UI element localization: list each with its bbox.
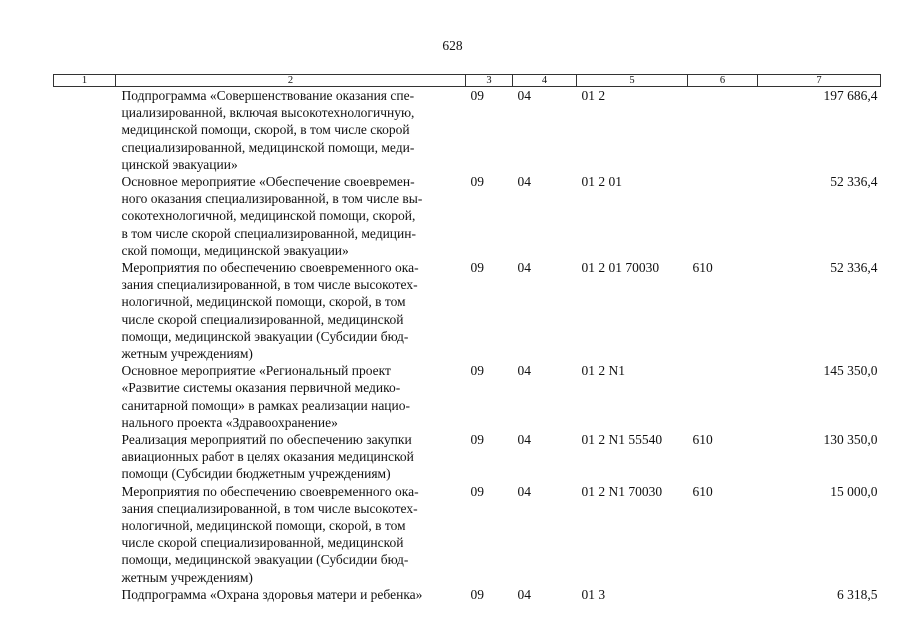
row-expense-type-cell: [688, 87, 758, 174]
row-name-line: помощи, медицинской эвакуации (Субсидии бюд-: [121, 328, 409, 344]
row-target-article-cell: 01 2 N1 55540: [581, 432, 663, 448]
row-amount-cell: 52 336,4: [830, 260, 878, 276]
row-subsection-cell: 04: [517, 88, 531, 103]
row-name-cell: [116, 483, 466, 586]
row-amount-cell: 130 350,0: [823, 432, 878, 448]
row-name-line: Подпрограмма «Совершенствование оказания спе-: [121, 88, 415, 103]
row-name-cell: [116, 87, 466, 174]
row-subsection-cell: 04: [517, 363, 531, 379]
row-name-line: помощи, медицинской эвакуации (Субсидии бюд-: [121, 552, 409, 568]
row-section-cell: 09: [470, 260, 484, 276]
row-subsection-cell: 04: [517, 432, 531, 448]
table-row: [54, 586, 881, 603]
row-name-line: Мероприятия по обеспечению своевременного ока-: [121, 483, 419, 499]
row-name-line: Основное мероприятие «Обеспечение своевремен-: [121, 174, 415, 190]
row-name-line: Реализация мероприятий по обеспечению закупки: [121, 432, 412, 448]
row-cell-1: [54, 586, 116, 603]
row-target-article-cell: 01 2: [581, 88, 606, 103]
row-amount-cell: 15 000,0: [830, 483, 878, 499]
column-header-1: 1: [54, 75, 116, 87]
row-name-line: нального проекта «Здравоохранение»: [121, 414, 338, 430]
row-name-line: Основное мероприятие «Региональный проект: [121, 363, 391, 379]
row-name-line: Подпрограмма «Охрана здоровья матери и ребенка»: [121, 586, 423, 602]
row-expense-type-cell: 610: [692, 483, 713, 499]
row-name-line: цинской эвакуации»: [121, 156, 238, 172]
row-section-cell: 09: [470, 174, 484, 190]
row-name-line: авиационных работ в целях оказания медицинской: [121, 449, 414, 465]
row-expense-type-cell: [688, 586, 758, 603]
column-number-row: [54, 75, 881, 87]
row-name-cell: [116, 586, 466, 603]
row-expense-type-cell: 610: [692, 432, 713, 448]
column-header-7: 7: [758, 75, 881, 87]
budget-table-container: [53, 74, 880, 603]
row-section-cell: 09: [470, 363, 484, 379]
row-name-line: в том числе скорой специализированной, медицин-: [121, 225, 416, 241]
row-name-line: медицинской помощи, скорой, в том числе скорой: [121, 122, 410, 138]
row-name-line: жетным учреждениям): [121, 569, 253, 585]
row-section-cell: 09: [470, 88, 484, 103]
row-name-line: ской помощи, медицинской эвакуации»: [121, 242, 349, 258]
row-target-article-cell: 01 2 N1 70030: [581, 483, 663, 499]
table-row: [54, 87, 881, 174]
row-cell-1: [54, 362, 116, 431]
row-subsection-cell: 04: [517, 586, 531, 602]
row-name-line: санитарной помощи» в рамках реализации нацио-: [121, 397, 411, 413]
row-name-cell: [116, 362, 466, 431]
column-header-6: 6: [688, 75, 758, 87]
row-name-line: зания специализированной, в том числе высокотех-: [121, 500, 418, 516]
row-amount-cell: 6 318,5: [837, 586, 878, 602]
row-expense-type-cell: 610: [692, 260, 713, 276]
row-name-line: помощи (Субсидии бюджетным учреждениям): [121, 466, 391, 482]
row-target-article-cell: 01 2 01: [581, 174, 622, 190]
row-cell-1: [54, 483, 116, 586]
row-name-line: ного оказания специализированной, в том числе вы-: [121, 191, 423, 207]
row-cell-1: [54, 259, 116, 362]
budget-table: [53, 74, 881, 603]
row-name-line: нологичной, медицинской помощи, скорой, в том: [121, 518, 406, 534]
row-cell-1: [54, 173, 116, 259]
row-subsection-cell: 04: [517, 174, 531, 190]
column-header-2: 2: [116, 75, 466, 87]
row-expense-type-cell: [688, 173, 758, 259]
row-name-line: циализированной, включая высокотехнологичную,: [121, 105, 415, 121]
row-name-line: зания специализированной, в том числе высокотех-: [121, 277, 418, 293]
row-amount-cell: 145 350,0: [823, 363, 878, 379]
table-row: [54, 431, 881, 483]
row-name-cell: [116, 431, 466, 483]
row-name-line: числе скорой специализированной, медицинской: [121, 535, 404, 551]
row-target-article-cell: 01 3: [581, 586, 606, 602]
row-name-line: «Развитие системы оказания первичной медико-: [121, 380, 401, 396]
row-name-line: Мероприятия по обеспечению своевременного ока-: [121, 260, 419, 276]
row-cell-1: [54, 431, 116, 483]
table-row: [54, 173, 881, 259]
page-number: 628: [442, 38, 463, 53]
row-section-cell: 09: [470, 483, 484, 499]
table-row: [54, 483, 881, 586]
row-name-line: сокотехнологичной, медицинской помощи, скорой,: [121, 208, 416, 224]
row-name-line: специализированной, медицинской помощи, меди-: [121, 139, 415, 155]
table-row: [54, 259, 881, 362]
row-name-line: нологичной, медицинской помощи, скорой, в том: [121, 294, 406, 310]
column-header-3: 3: [466, 75, 513, 87]
row-amount-cell: 197 686,4: [823, 88, 878, 103]
row-cell-1: [54, 87, 116, 174]
table-row: [54, 362, 881, 431]
row-name-line: жетным учреждениям): [121, 346, 253, 362]
column-header-4: 4: [513, 75, 577, 87]
row-section-cell: 09: [470, 586, 484, 602]
row-section-cell: 09: [470, 432, 484, 448]
column-header-5: 5: [577, 75, 688, 87]
row-subsection-cell: 04: [517, 260, 531, 276]
row-expense-type-cell: [688, 362, 758, 431]
table-header: [54, 75, 881, 87]
row-name-cell: [116, 259, 466, 362]
row-amount-cell: 52 336,4: [830, 174, 878, 190]
row-subsection-cell: 04: [517, 483, 531, 499]
row-name-cell: [116, 173, 466, 259]
row-target-article-cell: 01 2 N1: [581, 363, 625, 379]
row-target-article-cell: 01 2 01 70030: [581, 260, 660, 276]
row-name-line: числе скорой специализированной, медицинской: [121, 311, 404, 327]
table-body: [54, 87, 881, 604]
